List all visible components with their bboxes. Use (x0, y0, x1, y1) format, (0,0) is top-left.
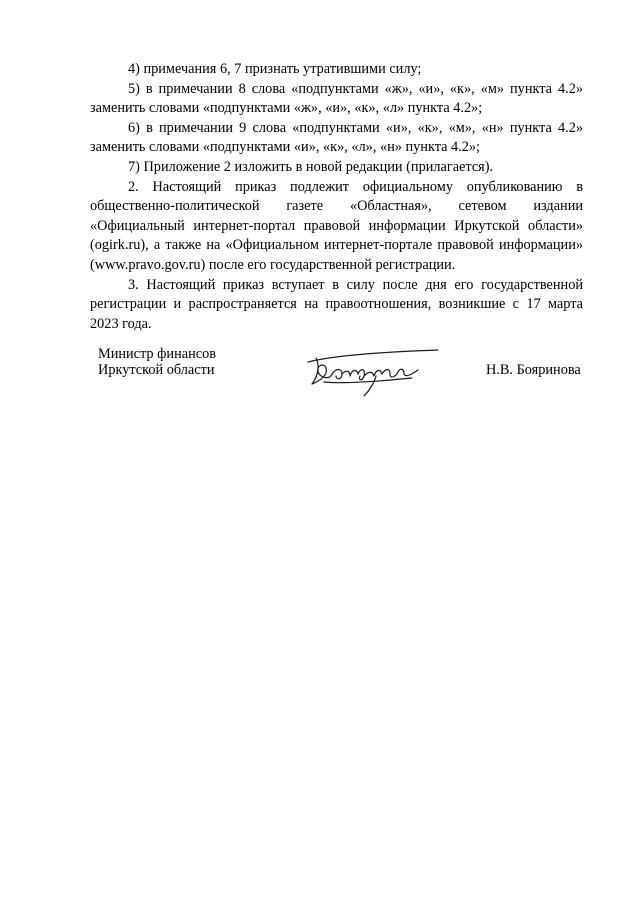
signatory-name: Н.В. Бояринова (486, 362, 581, 378)
signatory-position (98, 346, 216, 378)
document-body (90, 60, 583, 334)
signature-block (0, 346, 640, 406)
paragraph-item-4: 4) примечания 6, 7 признать утратившими силу; (128, 61, 422, 77)
paragraph-publication: 2. Настоящий приказ подлежит официальному опубликованию в общественно-политической газете «Областная», сетевом издании «Официальный интернет-портал правовой информации Иркутской области» (ogirk.ru), а также на «Официальном интернет-портале правовой информации» (www.pravo.gov.ru) после его государственной регистрации. (90, 178, 583, 273)
signatory-position-line1: Министр финансов (98, 346, 216, 362)
paragraph-item-7: 7) Приложение 2 изложить в новой редакции (прилагается). (128, 158, 494, 175)
paragraph-item-5: 5) в примечании 8 слова «подпунктами «ж», «и», «к», «м» пункта 4.2» заменить словами «подпунктами «ж», «и», «к», «л» пункта 4.2»; (90, 80, 583, 117)
paragraph-item-6: 6) в примечании 9 слова «подпунктами «и», «к», «м», «н» пункта 4.2» заменить словами «подпунктами «и», «к», «л», «н» пункта 4.2»; (90, 119, 583, 156)
signatory-position-line2: Иркутской области (98, 362, 215, 378)
handwritten-signature-image (302, 346, 442, 400)
paragraph-effective-date: 3. Настоящий приказ вступает в силу после дня его государственной регистрации и распространяется на правоотношения, возникшие с 17 марта 2023 года. (90, 276, 583, 332)
